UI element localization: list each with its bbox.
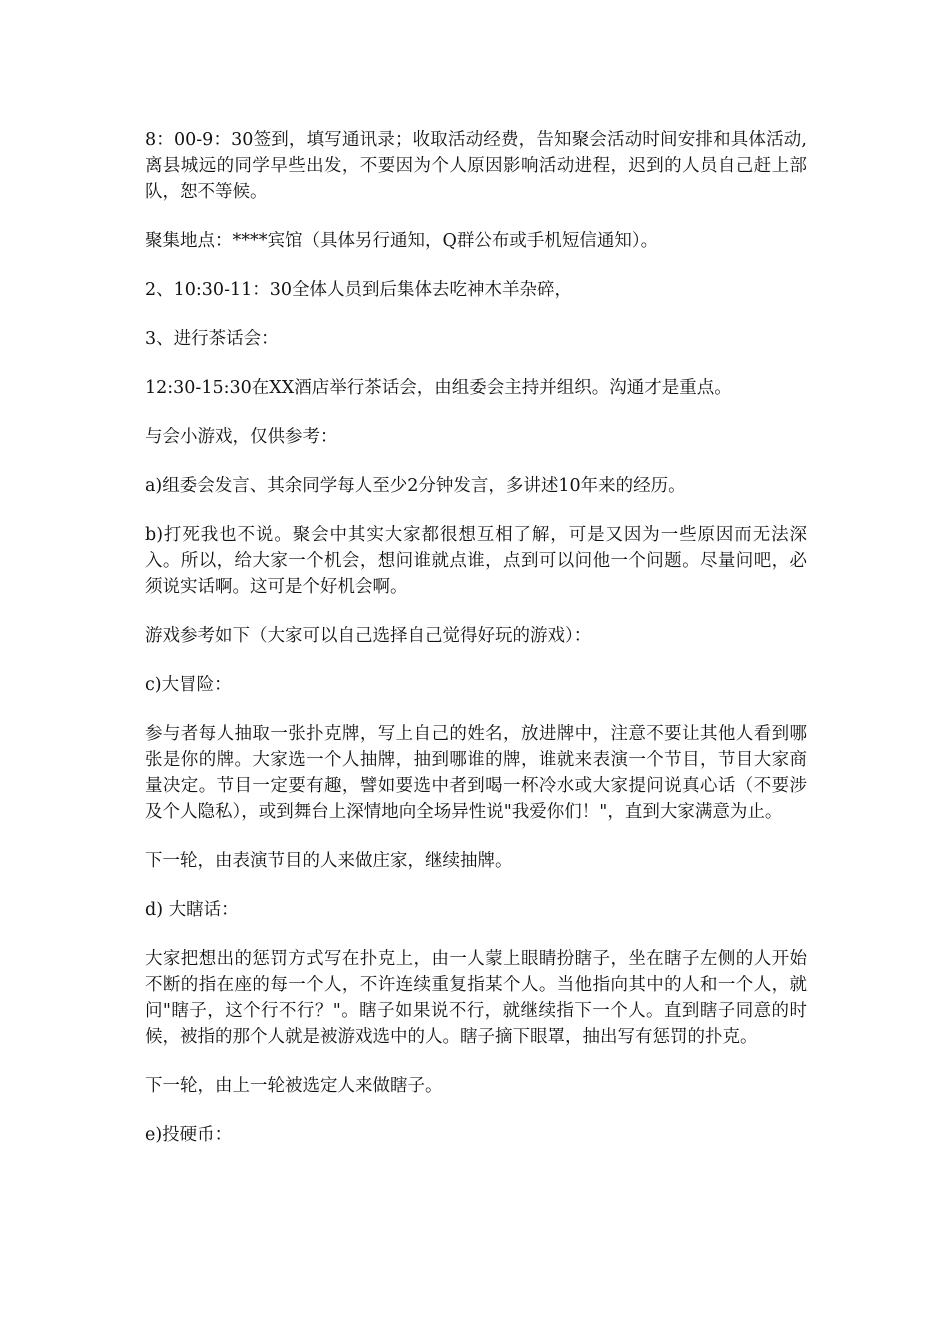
paragraph-meeting-place: 聚集地点：****宾馆（具体另行通知，Q群公布或手机短信通知）。 xyxy=(145,231,659,251)
paragraph-games-reference: 游戏参考如下（大家可以自己选择自己觉得好玩的游戏）： xyxy=(145,626,592,646)
paragraph-item-d-body: 大家把想出的惩罚方式写在扑克上，由一人蒙上眼睛扮瞎子，坐在瞎子左侧的人开始不断的指在座的每一个人，不许连续重复指某个人。当他指向其中的人和一个人，就问"瞎子，这个行不行？"。瞎子如果说不行，就继续指下一个人。直到瞎子同意的时候，被指的那个人就是被游戏选中的人。瞎子摘下眼罩，抽出写有惩罚的扑克。 xyxy=(145,949,807,1047)
paragraph-item-a: a)组委会发言、其余同学每人至少2分钟发言，多讲述10年来的经历。 xyxy=(145,476,686,496)
paragraph-tea-party-heading: 3、进行茶话会： xyxy=(145,329,279,349)
paragraph-item-c-heading: c)大冒险： xyxy=(145,675,232,695)
document-body xyxy=(145,127,807,1171)
paragraph-item-d-next-round: 下一轮，由上一轮被选定人来做瞎子。 xyxy=(145,1076,443,1096)
paragraph-lunch: 2、10:30-11：30全体人员到后集体去吃神木羊杂碎， xyxy=(145,280,573,300)
paragraph-item-c-next-round: 下一轮，由表演节目的人来做庄家，继续抽牌。 xyxy=(145,851,513,871)
paragraph-item-b: b)打死我也不说。聚会中其实大家都很想互相了解，可是又因为一些原因而无法深入。所以，给大家一个机会，想问谁就点谁，点到可以问他一个问题。尽量问吧，必须说实话啊。这可是个好机会啊。 xyxy=(145,525,807,597)
paragraph-tea-party-time: 12:30-15:30在XX酒店举行茶话会，由组委会主持并组织。沟通才是重点。 xyxy=(145,378,732,398)
paragraph-item-e-heading: e)投硬币： xyxy=(145,1125,233,1145)
paragraph-item-c-body: 参与者每人抽取一张扑克牌，写上自己的姓名，放进牌中，注意不要让其他人看到哪张是你的牌。大家选一个人抽牌，抽到哪谁的牌，谁就来表演一个节目，节目大家商量决定。节目一定要有趣，譬如要选中者到喝一杯冷水或大家提问说真心话（不要涉及个人隐私），或到舞台上深情地向全场异性说"我爱你们！"，直到大家满意为止。 xyxy=(145,724,807,822)
paragraph-sign-in: 8：00-9：30签到，填写通讯录；收取活动经费，告知聚会活动时间安排和具体活动,离县城远的同学早些出发，不要因为个人原因影响活动进程，迟到的人员自己赶上部队，恕不等候。 xyxy=(145,130,807,202)
paragraph-item-d-heading: d) 大瞎话： xyxy=(145,900,239,920)
paragraph-games-intro: 与会小游戏，仅供参考： xyxy=(145,427,338,447)
